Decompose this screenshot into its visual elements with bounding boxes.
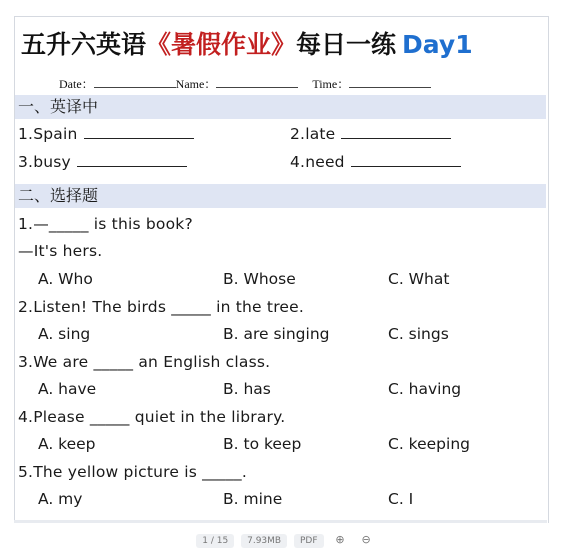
title-prefix: 五升六英语 [21, 30, 147, 59]
name-label: Name： [175, 77, 217, 91]
answer-blank [77, 152, 187, 167]
time-blank [349, 77, 431, 88]
section-heading-translate: 一、英译中 [15, 95, 546, 119]
answer-blank [341, 124, 451, 139]
option-a: A. have [38, 380, 97, 398]
option-b: B. to keep [223, 435, 302, 453]
title-suffix: 每日一练 [296, 30, 397, 59]
question-answer-line: —It's hers. [18, 242, 103, 260]
translate-item: 4.need [290, 152, 461, 171]
date-label: Date： [59, 77, 94, 91]
worksheet-title [21, 25, 546, 65]
question-stem: 5.The yellow picture is _____. [18, 463, 248, 481]
viewer-toolbar [0, 533, 572, 547]
answer-blank [84, 124, 194, 139]
option-a: A. Who [38, 270, 93, 288]
file-size: 7.93MB [241, 534, 287, 548]
option-c: C. I [388, 490, 414, 508]
option-c: C. having [388, 380, 462, 398]
option-a: A. my [38, 490, 83, 508]
file-type: PDF [294, 534, 324, 548]
option-c: C. sings [388, 325, 449, 343]
option-a: A. keep [38, 435, 96, 453]
option-b: B. has [223, 380, 271, 398]
info-row [59, 75, 431, 92]
option-b: B. Whose [223, 270, 296, 288]
option-c: C. keeping [388, 435, 470, 453]
day-label: Day1 [402, 30, 473, 59]
page-indicator[interactable]: 1 / 15 [196, 534, 234, 548]
option-b: B. mine [223, 490, 283, 508]
question-stem: 2.Listen! The birds _____ in the tree. [18, 298, 305, 316]
zoom-in-icon[interactable]: ⊕ [335, 533, 345, 546]
question-stem: 4.Please _____ quiet in the library. [18, 408, 286, 426]
translate-item: 3.busy [18, 152, 187, 171]
title-highlight: 《暑假作业》 [146, 30, 297, 59]
option-c: C. What [388, 270, 450, 288]
zoom-out-icon[interactable]: ⊖ [361, 533, 371, 546]
date-blank [94, 77, 176, 88]
section-heading-choice: 二、选择题 [15, 184, 546, 208]
option-a: A. sing [38, 325, 91, 343]
question-stem: 1.—_____ is this book? [18, 215, 193, 233]
option-b: B. are singing [223, 325, 330, 343]
page-bottom-edge [14, 520, 547, 523]
name-blank [216, 77, 298, 88]
translate-item: 2.late [290, 124, 451, 143]
answer-blank [351, 152, 461, 167]
worksheet-page [14, 16, 549, 523]
time-label: Time： [312, 77, 350, 91]
question-stem: 3.We are _____ an English class. [18, 353, 271, 371]
translate-item: 1.Spain [18, 124, 194, 143]
